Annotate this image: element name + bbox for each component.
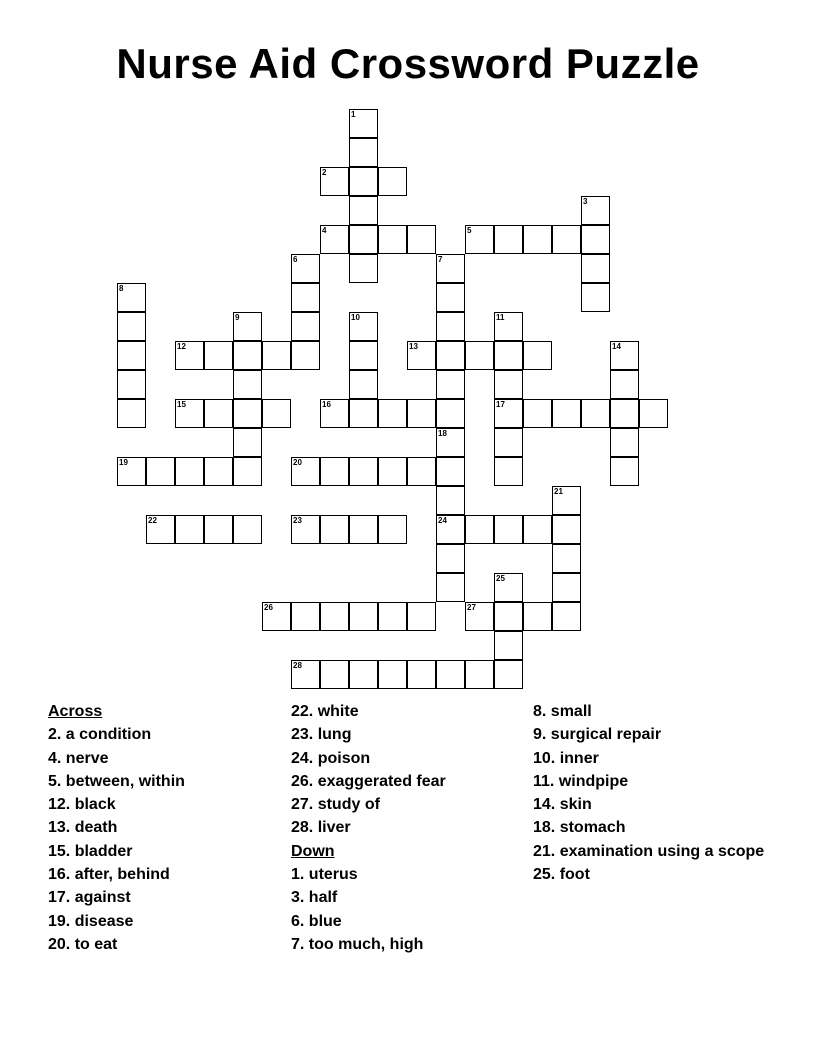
grid-cell[interactable] [378,225,407,254]
grid-cell[interactable] [581,283,610,312]
grid-cell[interactable] [552,544,581,573]
clue-number: 12 [177,342,186,351]
clue-item [48,910,278,933]
grid-cell[interactable] [146,515,175,544]
clue-item [291,793,521,816]
grid-cell[interactable] [320,660,349,689]
grid-cell[interactable] [523,399,552,428]
grid-cell[interactable] [494,602,523,631]
clue-item-text: uterus [308,866,358,884]
grid-cell[interactable] [117,399,146,428]
clue-item [291,770,521,793]
grid-cell[interactable] [436,399,465,428]
clue-number: 22 [148,516,157,525]
clue-item [48,816,278,839]
grid-cell[interactable] [262,602,291,631]
grid-cell[interactable] [552,602,581,631]
clue-number: 1 [351,110,356,119]
clue-number: 10 [351,313,360,322]
clue-item-number: 6. [291,912,305,930]
grid-cell[interactable] [610,457,639,486]
grid-cell[interactable] [523,515,552,544]
grid-cell[interactable] [349,602,378,631]
grid-cell[interactable] [494,428,523,457]
clue-item [291,723,521,746]
grid-cell[interactable] [233,515,262,544]
grid-cell[interactable] [117,283,146,312]
grid-cell[interactable] [378,399,407,428]
clue-item [48,723,278,746]
clue-item [291,910,521,933]
clue-item [291,863,521,886]
grid-cell[interactable] [378,457,407,486]
clue-item-number: 7. [291,935,305,953]
grid-cell[interactable] [407,225,436,254]
grid-cell[interactable] [378,515,407,544]
clue-item-text: nerve [65,749,109,767]
clue-item-number: 21. [533,842,556,860]
clue-number: 9 [235,313,240,322]
grid-cell[interactable] [349,370,378,399]
clue-number: 14 [612,342,621,351]
grid-cell[interactable] [117,341,146,370]
clue-item-text: blue [308,912,342,930]
clue-number: 21 [554,487,563,496]
grid-cell[interactable] [610,370,639,399]
grid-cell[interactable] [320,399,349,428]
clue-item-text: examination using a scope [559,842,765,860]
grid-cell[interactable] [494,225,523,254]
clue-number: 18 [438,429,447,438]
clue-number: 11 [496,313,505,322]
grid-cell[interactable] [465,660,494,689]
grid-cell[interactable] [349,138,378,167]
clue-item-text: liver [317,819,351,837]
grid-cell[interactable] [204,515,233,544]
clue-item-text: death [74,819,118,837]
grid-cell[interactable] [291,283,320,312]
grid-cell[interactable] [436,283,465,312]
grid-cell[interactable] [175,341,204,370]
clue-item [48,747,278,770]
grid-cell[interactable] [175,515,204,544]
grid-cell[interactable] [552,225,581,254]
grid-cell[interactable] [146,457,175,486]
grid-cell[interactable] [320,602,349,631]
clue-item [533,723,768,746]
clue-item [291,886,521,909]
grid-cell[interactable] [523,602,552,631]
grid-cell[interactable] [407,660,436,689]
grid-cell[interactable] [465,602,494,631]
grid-cell[interactable] [349,457,378,486]
clue-item [48,793,278,816]
clue-number: 27 [467,603,476,612]
clue-item-number: 28. [291,819,314,837]
clue-item-number: 10. [533,749,556,767]
grid-cell[interactable] [407,602,436,631]
grid-cell[interactable] [349,515,378,544]
grid-cell[interactable] [204,457,233,486]
clue-item [48,770,278,793]
clue-item-number: 2. [48,726,62,744]
clue-number: 15 [177,400,186,409]
grid-cell[interactable] [610,341,639,370]
grid-cell[interactable] [291,457,320,486]
clue-number: 23 [293,516,302,525]
grid-cell[interactable] [262,341,291,370]
grid-cell[interactable] [233,341,262,370]
clues-column-2 [291,700,521,956]
grid-cell[interactable] [349,225,378,254]
grid-cell[interactable] [436,515,465,544]
clue-item-text: foot [559,866,590,884]
grid-cell[interactable] [233,457,262,486]
grid-cell[interactable] [233,312,262,341]
grid-cell[interactable] [175,399,204,428]
clue-number: 25 [496,574,505,583]
clue-item-text: bladder [74,842,133,860]
grid-cell[interactable] [436,370,465,399]
clue-item-number: 4. [48,749,62,767]
grid-cell[interactable] [494,457,523,486]
clue-number: 13 [409,342,418,351]
clue-number: 26 [264,603,273,612]
clues-column-1 [48,700,278,956]
grid-cell[interactable] [436,312,465,341]
clue-number: 8 [119,284,124,293]
grid-cell[interactable] [204,341,233,370]
clue-item-text: after, behind [74,866,170,884]
grid-cell[interactable] [291,515,320,544]
grid-cell[interactable] [349,660,378,689]
clue-item [48,863,278,886]
grid-cell[interactable] [291,602,320,631]
clue-item-text: stomach [559,819,626,837]
clue-item-text: a condition [65,726,152,744]
clue-item-number: 9. [533,726,547,744]
grid-cell[interactable] [378,660,407,689]
clue-item-number: 27. [291,796,314,814]
grid-cell[interactable] [465,515,494,544]
clue-item [533,700,768,723]
clue-item-number: 5. [48,772,62,790]
grid-cell[interactable] [494,341,523,370]
grid-cell[interactable] [610,399,639,428]
clue-number: 6 [293,255,298,264]
grid-cell[interactable] [349,167,378,196]
grid-cell[interactable] [349,399,378,428]
grid-cell[interactable] [494,399,523,428]
grid-cell[interactable] [320,225,349,254]
clue-item-number: 25. [533,866,556,884]
clue-item-number: 22. [291,703,314,720]
clue-item-number: 16. [48,866,71,884]
clue-item-text: surgical repair [550,726,662,744]
grid-cell[interactable] [436,544,465,573]
grid-cell[interactable] [204,399,233,428]
clue-item-text: inner [559,749,599,767]
clue-item [533,840,768,863]
clue-item-text: skin [559,796,592,814]
grid-cell[interactable] [436,573,465,602]
grid-cell[interactable] [639,399,668,428]
clue-item-number: 24. [291,749,314,767]
clue-item-number: 26. [291,772,314,790]
grid-cell[interactable] [291,660,320,689]
clue-item [533,816,768,839]
grid-cell[interactable] [175,457,204,486]
grid-cell[interactable] [320,515,349,544]
clue-item [291,816,521,839]
clue-item-number: 23. [291,726,314,744]
clue-item [291,747,521,770]
clue-item-text: white [317,703,359,720]
clue-item-text: against [74,889,131,907]
clue-item [291,700,521,723]
clue-item [48,886,278,909]
grid-cell[interactable] [349,196,378,225]
grid-cell[interactable] [494,660,523,689]
grid-cell[interactable] [552,573,581,602]
grid-cell[interactable] [465,225,494,254]
clue-item-text: poison [317,749,371,767]
grid-cell[interactable] [291,312,320,341]
grid-cell[interactable] [436,660,465,689]
clue-item-text: disease [74,912,134,930]
clue-item-number: 18. [533,819,556,837]
grid-cell[interactable] [320,457,349,486]
grid-cell[interactable] [610,428,639,457]
grid-cell[interactable] [552,486,581,515]
clue-number: 3 [583,197,588,206]
clue-number: 16 [322,400,331,409]
clue-item-text: between, within [65,772,185,790]
clue-item-text: too much, high [308,935,424,953]
clue-number: 4 [322,226,327,235]
clue-item-number: 20. [48,935,71,953]
clue-item-text: black [74,796,116,814]
clue-item-number: 11. [533,772,555,790]
down-header: Down [291,842,335,860]
clue-number: 7 [438,255,443,264]
across-header: Across [48,703,103,720]
grid-cell[interactable] [407,457,436,486]
grid-cell[interactable] [233,399,262,428]
grid-cell[interactable] [291,254,320,283]
clue-item-number: 3. [291,889,305,907]
grid-cell[interactable] [552,399,581,428]
clue-item-number: 14. [533,796,556,814]
grid-cell[interactable] [581,225,610,254]
grid-cell[interactable] [349,109,378,138]
grid-cell[interactable] [523,341,552,370]
clue-item-number: 17. [48,889,71,907]
grid-cell[interactable] [581,399,610,428]
clue-number: 5 [467,226,472,235]
clue-item-text: study of [317,796,380,814]
clue-item [533,863,768,886]
clue-number: 28 [293,661,302,670]
clue-item [533,770,768,793]
grid-cell[interactable] [494,515,523,544]
clue-item [291,933,521,956]
grid-cell[interactable] [407,399,436,428]
grid-cell[interactable] [349,312,378,341]
grid-cell[interactable] [262,399,291,428]
clue-item-number: 19. [48,912,71,930]
grid-cell[interactable] [581,254,610,283]
clues-column-3 [533,700,768,886]
grid-cell[interactable] [494,573,523,602]
clue-item-text: half [308,889,338,907]
page-title: Nurse Aid Crossword Puzzle [116,40,700,87]
clue-item [48,933,278,956]
grid-cell[interactable] [233,370,262,399]
clue-item-number: 15. [48,842,71,860]
clue-item [533,793,768,816]
grid-cell[interactable] [349,254,378,283]
grid-cell[interactable] [117,370,146,399]
grid-cell[interactable] [494,631,523,660]
clue-item-text: to eat [74,935,118,953]
clue-item-text: windpipe [558,772,629,790]
clue-number: 2 [322,168,327,177]
clue-item-number: 12. [48,796,71,814]
clue-item-text: lung [317,726,352,744]
grid-cell[interactable] [378,602,407,631]
grid-cell[interactable] [349,341,378,370]
clue-number: 24 [438,516,447,525]
grid-cell[interactable] [233,428,262,457]
clue-item-text: small [550,703,592,720]
grid-cell[interactable] [436,457,465,486]
clue-item-number: 8. [533,703,547,720]
grid-cell[interactable] [291,341,320,370]
grid-cell[interactable] [117,457,146,486]
grid-cell[interactable] [320,167,349,196]
clue-item-number: 1. [291,866,305,884]
clue-item-text: exaggerated fear [317,772,446,790]
grid-cell[interactable] [407,341,436,370]
clue-number: 17 [496,400,505,409]
grid-cell[interactable] [494,370,523,399]
grid-cell[interactable] [436,254,465,283]
clue-item [48,840,278,863]
grid-cell[interactable] [523,225,552,254]
grid-cell[interactable] [494,312,523,341]
grid-cell[interactable] [117,312,146,341]
grid-cell[interactable] [552,515,581,544]
grid-cell[interactable] [436,341,465,370]
clue-item [533,747,768,770]
grid-cell[interactable] [436,486,465,515]
grid-cell[interactable] [581,196,610,225]
grid-cell[interactable] [465,341,494,370]
clue-item-number: 13. [48,819,71,837]
clue-number: 20 [293,458,302,467]
grid-cell[interactable] [378,167,407,196]
grid-cell[interactable] [436,428,465,457]
clue-number: 19 [119,458,128,467]
